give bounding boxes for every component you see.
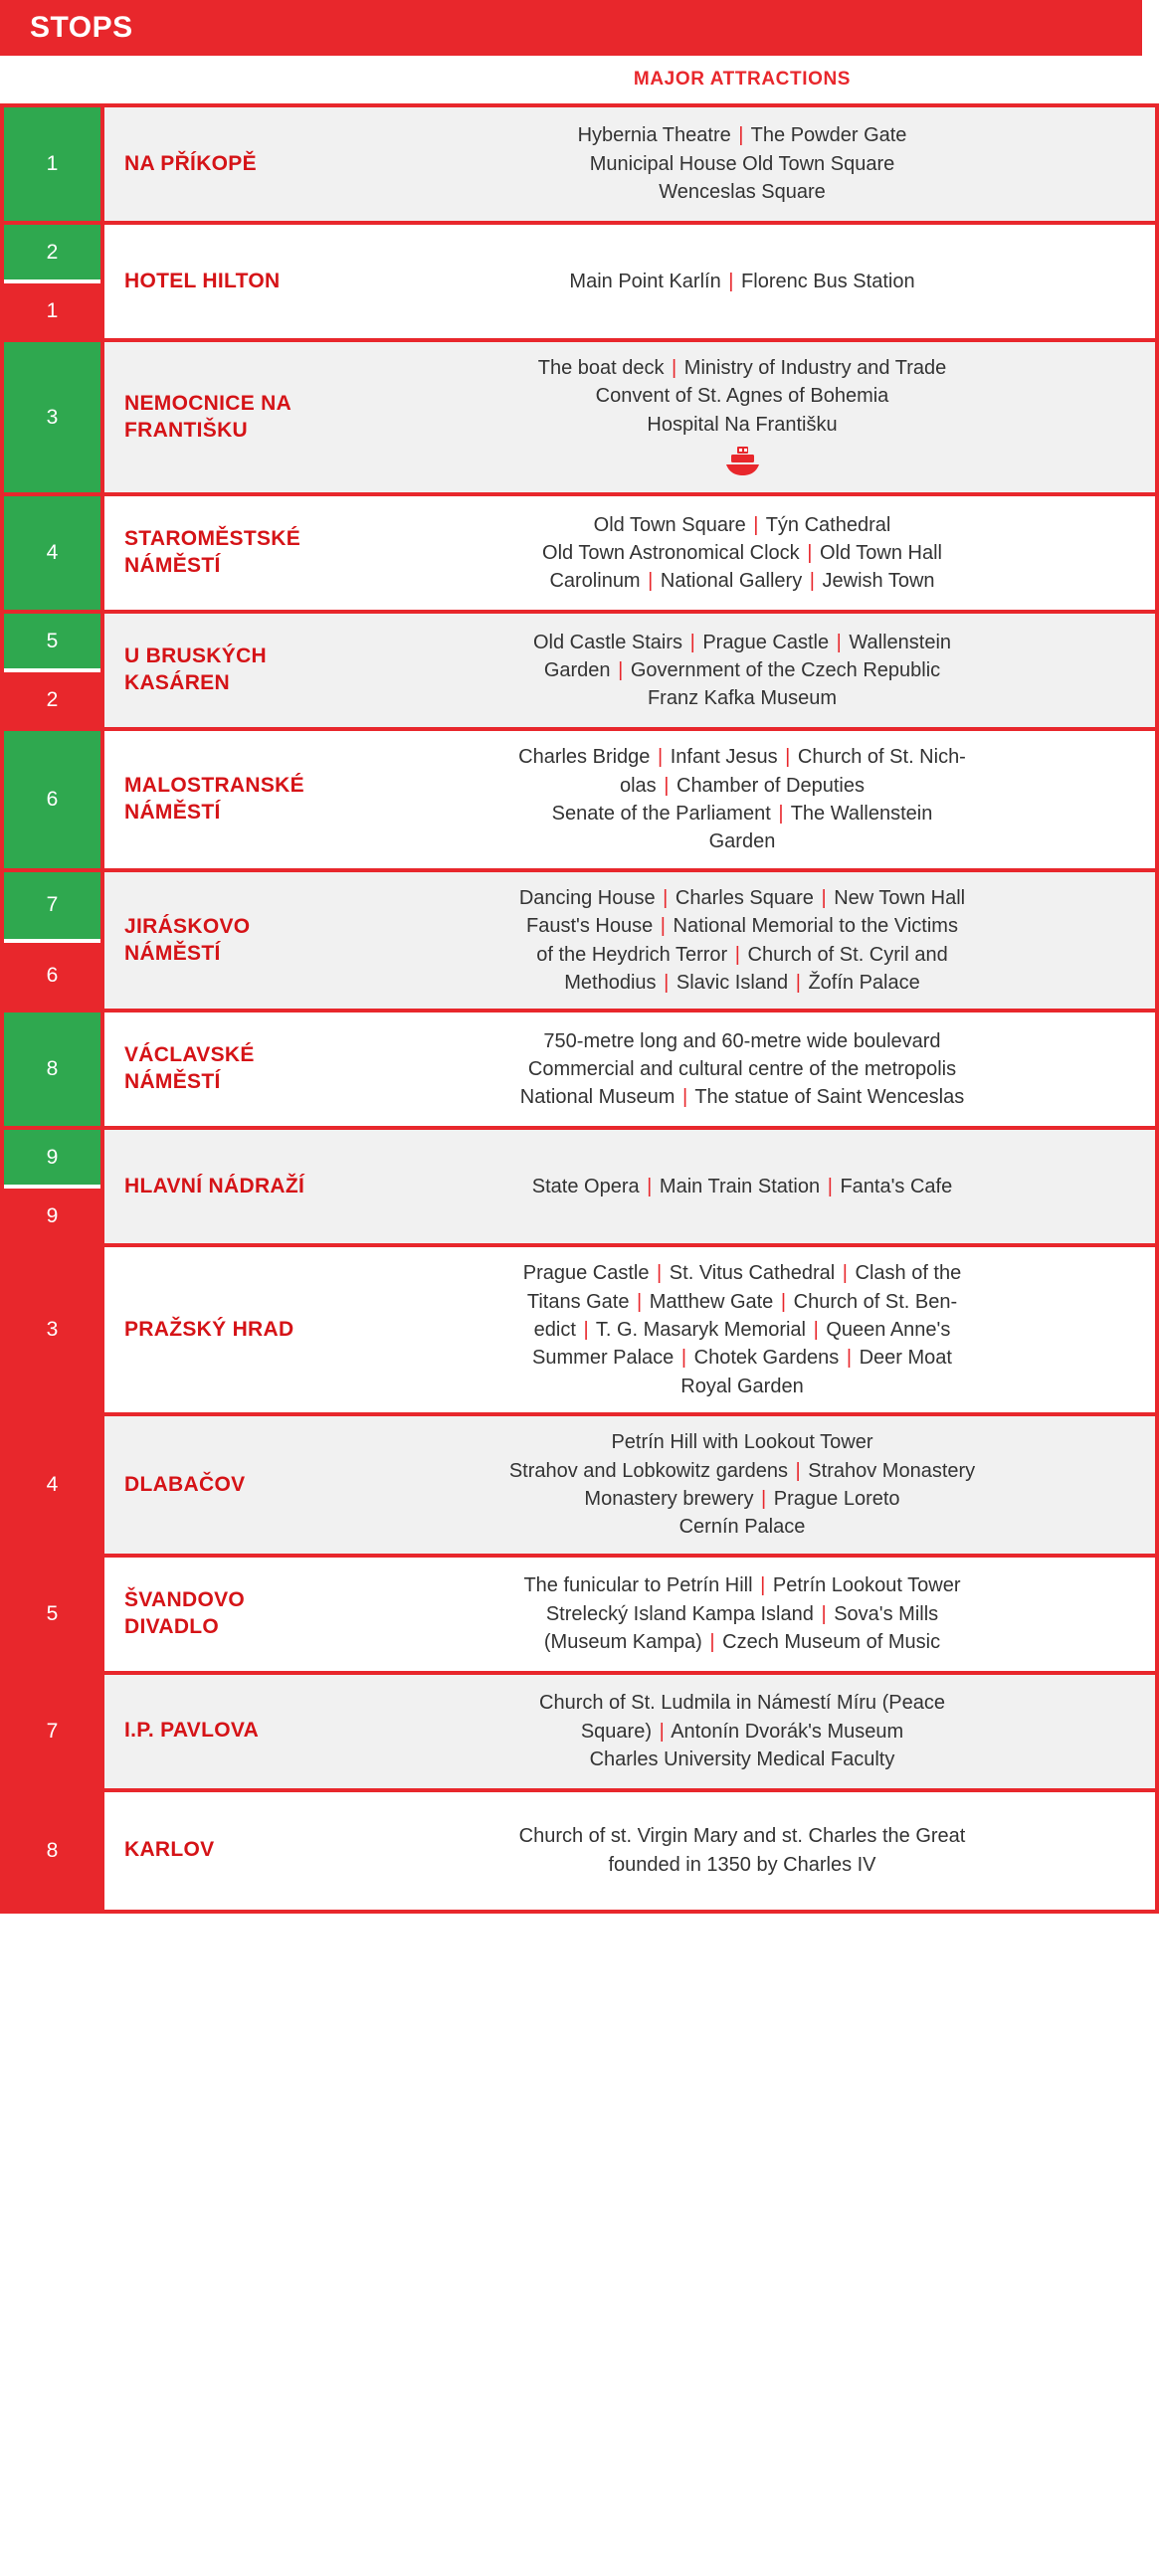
stop-name: PRAŽSKÝ HRAD bbox=[104, 1247, 329, 1412]
attraction-name: Florenc Bus Station bbox=[735, 270, 915, 292]
attractions-text bbox=[539, 1689, 945, 1773]
attraction-name: Main Point Karlín bbox=[569, 270, 727, 292]
attraction-line bbox=[539, 1689, 945, 1717]
separator-icon: | bbox=[648, 570, 654, 593]
attractions-cell bbox=[329, 1558, 1155, 1671]
stop-name: NA PŘÍKOPĚ bbox=[104, 107, 329, 221]
stop-number-cell bbox=[4, 1130, 104, 1243]
separator-icon: | bbox=[827, 1176, 833, 1198]
attraction-line bbox=[523, 1344, 962, 1372]
attraction-line bbox=[509, 1485, 975, 1513]
stop-name: NEMOCNICE NA FRANTIŠKU bbox=[104, 342, 329, 492]
separator-icon: | bbox=[734, 943, 740, 966]
separator-icon: | bbox=[780, 1290, 787, 1313]
table-row bbox=[4, 496, 1155, 614]
separator-icon: | bbox=[821, 1602, 827, 1625]
attraction-line bbox=[509, 1428, 975, 1456]
table-row bbox=[4, 225, 1155, 342]
attraction-name: Clash of the bbox=[849, 1262, 962, 1285]
attraction-line bbox=[523, 1316, 962, 1344]
attraction-name: Dancing House bbox=[518, 886, 662, 909]
attraction-name: Hybernia Theatre bbox=[577, 124, 737, 147]
separator-icon: | bbox=[664, 971, 670, 994]
separator-icon: | bbox=[689, 631, 695, 653]
stop-number-cell bbox=[4, 731, 104, 868]
attractions-cell bbox=[329, 225, 1155, 338]
stop-number-cell bbox=[4, 1247, 104, 1412]
separator-icon: | bbox=[807, 541, 813, 564]
attraction-name: (Museum Kampa) bbox=[543, 1631, 708, 1653]
attraction-line bbox=[520, 1055, 964, 1083]
attraction-line bbox=[518, 828, 966, 855]
attraction-line bbox=[578, 121, 907, 149]
table-row bbox=[4, 1130, 1155, 1247]
attraction-name: edict bbox=[533, 1319, 582, 1342]
status-badge: 8 bbox=[4, 1012, 100, 1126]
attraction-name: Deer Moat bbox=[854, 1347, 952, 1370]
attraction-line bbox=[518, 772, 966, 800]
attraction-name: Antonín Dvorák's Museum bbox=[666, 1720, 904, 1743]
attraction-name: Old Castle Stairs bbox=[532, 631, 688, 653]
attraction-name: Chamber of Deputies bbox=[671, 774, 865, 797]
stop-name: KARLOV bbox=[104, 1792, 329, 1910]
attraction-line bbox=[538, 382, 947, 410]
attraction-name: The Powder Gate bbox=[745, 124, 907, 147]
attraction-name: Ministry of Industry and Trade bbox=[678, 357, 947, 379]
attraction-name: New Town Hall bbox=[828, 886, 966, 909]
attraction-name: Old Town Square bbox=[593, 513, 752, 536]
attraction-name: Church of St. Nich- bbox=[792, 746, 966, 769]
attraction-name: Czech Museum of Music bbox=[716, 1631, 941, 1653]
attraction-name: Summer Palace bbox=[532, 1347, 679, 1370]
stop-number-cell bbox=[4, 1012, 104, 1126]
stop-name: HOTEL HILTON bbox=[104, 225, 329, 338]
attraction-line bbox=[523, 1288, 962, 1316]
attraction-name: National Memorial to the Victims bbox=[667, 915, 958, 938]
attraction-line bbox=[542, 511, 942, 539]
attraction-name: Fanta's Cafe bbox=[834, 1176, 953, 1198]
separator-icon: | bbox=[657, 746, 664, 769]
attractions-text bbox=[523, 1259, 962, 1400]
attraction-name: Monastery brewery bbox=[584, 1488, 760, 1511]
attraction-name: Petrín Hill with Lookout Tower bbox=[611, 1431, 873, 1454]
attraction-name: National Gallery bbox=[655, 570, 808, 593]
separator-icon: | bbox=[637, 1290, 643, 1313]
attraction-name: Hospital Na Františku bbox=[647, 413, 838, 436]
table-row bbox=[4, 342, 1155, 496]
attractions-text bbox=[532, 1173, 952, 1200]
separator-icon: | bbox=[753, 513, 759, 536]
attraction-name: Chotek Gardens bbox=[688, 1347, 845, 1370]
attraction-line bbox=[578, 150, 907, 178]
separator-icon: | bbox=[809, 570, 815, 593]
attraction-name: Prague Loreto bbox=[768, 1488, 900, 1511]
separator-icon: | bbox=[659, 1720, 665, 1743]
attraction-name: of the Heydrich Terror bbox=[536, 943, 733, 966]
attraction-name: Main Train Station bbox=[654, 1176, 826, 1198]
attraction-name: 750-metre long and 60-metre wide boulevard bbox=[543, 1029, 941, 1052]
attraction-name: Queen Anne's bbox=[820, 1319, 951, 1342]
attraction-line bbox=[519, 969, 965, 997]
attraction-name: founded in 1350 by Charles IV bbox=[608, 1853, 876, 1876]
attraction-name: Garden bbox=[543, 658, 617, 681]
separator-icon: | bbox=[728, 270, 734, 292]
status-badge: 7 bbox=[4, 1675, 100, 1788]
attraction-line bbox=[539, 1718, 945, 1746]
attractions-text bbox=[523, 1571, 960, 1656]
status-badge: 5 bbox=[4, 1558, 100, 1671]
attraction-line bbox=[523, 1628, 960, 1656]
stop-number-cell bbox=[4, 225, 104, 338]
stop-name: MALOSTRANSKÉ NÁMĚSTÍ bbox=[104, 731, 329, 868]
attractions-cell bbox=[329, 1792, 1155, 1910]
stop-number-cell bbox=[4, 1558, 104, 1671]
attractions-cell bbox=[329, 496, 1155, 610]
attraction-line bbox=[533, 656, 951, 684]
table-row bbox=[4, 872, 1155, 1013]
stop-number-cell bbox=[4, 614, 104, 727]
table-row bbox=[4, 731, 1155, 872]
stop-name: STAROMĚSTSKÉ NÁMĚSTÍ bbox=[104, 496, 329, 610]
attraction-line bbox=[538, 411, 947, 439]
attraction-name: State Opera bbox=[531, 1176, 646, 1198]
attraction-line bbox=[569, 268, 914, 295]
status-badge: 6 bbox=[4, 943, 100, 1010]
table-row bbox=[4, 1247, 1155, 1416]
stops-list bbox=[0, 107, 1159, 1914]
attraction-name: St. Vitus Cathedral bbox=[664, 1262, 841, 1285]
attractions-text bbox=[519, 1822, 966, 1879]
attraction-line bbox=[519, 1822, 966, 1850]
attraction-line bbox=[532, 1173, 952, 1200]
attraction-name: olas bbox=[619, 774, 663, 797]
attraction-line bbox=[523, 1373, 962, 1400]
stop-name: DLABAČOV bbox=[104, 1416, 329, 1554]
stop-name: HLAVNÍ NÁDRAŽÍ bbox=[104, 1130, 329, 1243]
attraction-name: Square) bbox=[580, 1720, 658, 1743]
stop-number-cell bbox=[4, 107, 104, 221]
table-row bbox=[4, 614, 1155, 731]
table-row bbox=[4, 1012, 1155, 1130]
attraction-name: The statue of Saint Wenceslas bbox=[689, 1086, 965, 1109]
separator-icon: | bbox=[795, 1459, 801, 1482]
header-bar bbox=[0, 0, 1142, 56]
status-badge: 3 bbox=[4, 1247, 100, 1412]
separator-icon: | bbox=[660, 915, 666, 938]
separator-icon: | bbox=[664, 774, 670, 797]
attraction-name: Infant Jesus bbox=[665, 746, 784, 769]
attractions-cell bbox=[329, 1130, 1155, 1243]
attractions-cell bbox=[329, 1012, 1155, 1126]
attraction-line bbox=[518, 800, 966, 828]
separator-icon: | bbox=[709, 1631, 715, 1653]
attraction-line bbox=[523, 1600, 960, 1628]
status-badge: 5 bbox=[4, 614, 100, 672]
attraction-name: Petrín Lookout Tower bbox=[767, 1574, 961, 1597]
stop-name: VÁCLAVSKÉ NÁMĚSTÍ bbox=[104, 1012, 329, 1126]
separator-icon: | bbox=[680, 1347, 687, 1370]
stop-number-cell bbox=[4, 342, 104, 492]
stop-name: ŠVANDOVO DIVADLO bbox=[104, 1558, 329, 1671]
status-badge: 4 bbox=[4, 496, 100, 610]
attractions-cell bbox=[329, 1247, 1155, 1412]
attractions-text bbox=[578, 121, 907, 206]
attraction-name: Church of St. Cyril and bbox=[741, 943, 948, 966]
attraction-line bbox=[538, 354, 947, 382]
attraction-name: Cernín Palace bbox=[678, 1516, 806, 1539]
attractions-cell bbox=[329, 614, 1155, 727]
attraction-line bbox=[539, 1746, 945, 1773]
attractions-cell bbox=[329, 342, 1155, 492]
separator-icon: | bbox=[738, 124, 744, 147]
table-row bbox=[4, 107, 1155, 225]
attractions-cell bbox=[329, 1416, 1155, 1554]
attraction-name: Faust's House bbox=[526, 915, 659, 938]
attraction-name: Church of St. Ludmila in Námestí Míru (Peace bbox=[539, 1692, 945, 1715]
separator-icon: | bbox=[583, 1319, 589, 1342]
attractions-text bbox=[518, 743, 966, 856]
stop-number-cell bbox=[4, 1675, 104, 1788]
separator-icon: | bbox=[663, 886, 669, 909]
attraction-name: Matthew Gate bbox=[644, 1290, 779, 1313]
attraction-name: T. G. Masaryk Memorial bbox=[590, 1319, 812, 1342]
attraction-name: Charles University Medical Faculty bbox=[589, 1748, 895, 1770]
separator-icon: | bbox=[681, 1086, 688, 1109]
attractions-cell bbox=[329, 107, 1155, 221]
separator-icon: | bbox=[846, 1347, 853, 1370]
attraction-line bbox=[542, 539, 942, 567]
stop-number-cell bbox=[4, 1416, 104, 1554]
page-title: STOPS bbox=[30, 11, 133, 44]
attraction-name: Franz Kafka Museum bbox=[647, 687, 838, 710]
attraction-line bbox=[519, 941, 965, 969]
separator-icon: | bbox=[813, 1319, 819, 1342]
separator-icon: | bbox=[672, 357, 677, 379]
attraction-name: Royal Garden bbox=[680, 1375, 804, 1397]
separator-icon: | bbox=[821, 886, 827, 909]
attraction-name: Garden bbox=[708, 830, 776, 853]
status-badge: 2 bbox=[4, 225, 100, 283]
attraction-line bbox=[578, 178, 907, 206]
attraction-name: Church of st. Virgin Mary and st. Charles the Great bbox=[518, 1825, 966, 1848]
attraction-name: Carolinum bbox=[549, 570, 647, 593]
attractions-text bbox=[542, 511, 942, 596]
attraction-name: Church of St. Ben- bbox=[788, 1290, 958, 1313]
attractions-text bbox=[519, 884, 965, 998]
separator-icon: | bbox=[618, 658, 624, 681]
column-header-attractions: MAJOR ATTRACTIONS bbox=[633, 68, 852, 90]
attraction-name: Old Town Hall bbox=[814, 541, 942, 564]
attraction-name: Wallenstein bbox=[843, 631, 952, 653]
attraction-name: Prague Castle bbox=[696, 631, 835, 653]
separator-icon: | bbox=[778, 802, 784, 825]
column-headers bbox=[0, 56, 1159, 107]
attraction-name: Strahov Monastery bbox=[802, 1459, 976, 1482]
status-badge: 1 bbox=[4, 107, 100, 221]
status-badge: 8 bbox=[4, 1792, 100, 1910]
status-badge: 4 bbox=[4, 1416, 100, 1554]
attraction-name: Old Town Astronomical Clock bbox=[542, 541, 806, 564]
status-badge: 9 bbox=[4, 1189, 100, 1243]
attraction-line bbox=[542, 567, 942, 595]
attraction-name: The Wallenstein bbox=[785, 802, 933, 825]
attraction-name: Senate of the Parliament bbox=[551, 802, 777, 825]
attraction-name: Týn Cathedral bbox=[760, 513, 891, 536]
table-row bbox=[4, 1792, 1155, 1910]
attraction-name: Charles Bridge bbox=[518, 746, 656, 769]
attraction-name: The boat deck bbox=[537, 357, 671, 379]
stop-name: I.P. PAVLOVA bbox=[104, 1675, 329, 1788]
attraction-name: Slavic Island bbox=[671, 971, 794, 994]
stop-number-cell bbox=[4, 872, 104, 1010]
status-badge: 7 bbox=[4, 872, 100, 943]
attractions-cell bbox=[329, 1675, 1155, 1788]
attractions-cell bbox=[329, 731, 1155, 868]
boat-icon bbox=[722, 445, 762, 480]
separator-icon: | bbox=[785, 746, 791, 769]
attraction-name: National Museum bbox=[519, 1086, 680, 1109]
separator-icon: | bbox=[761, 1488, 767, 1511]
attraction-line bbox=[519, 1851, 966, 1879]
attraction-name: Titans Gate bbox=[526, 1290, 636, 1313]
separator-icon: | bbox=[760, 1574, 766, 1597]
attraction-line bbox=[519, 912, 965, 940]
attractions-text bbox=[538, 354, 947, 439]
attraction-line bbox=[533, 684, 951, 712]
attraction-name: Charles Square bbox=[670, 886, 820, 909]
status-badge: 2 bbox=[4, 672, 100, 727]
attraction-line bbox=[533, 629, 951, 656]
attraction-line bbox=[519, 884, 965, 912]
status-badge: 3 bbox=[4, 342, 100, 492]
attractions-text bbox=[520, 1027, 964, 1112]
status-badge: 1 bbox=[4, 283, 100, 338]
stop-number-cell bbox=[4, 496, 104, 610]
attraction-line bbox=[509, 1513, 975, 1541]
attraction-name: Strahov and Lobkowitz gardens bbox=[508, 1459, 794, 1482]
status-badge: 6 bbox=[4, 731, 100, 868]
status-badge: 9 bbox=[4, 1130, 100, 1189]
attraction-line bbox=[520, 1027, 964, 1055]
table-row bbox=[4, 1675, 1155, 1792]
separator-icon: | bbox=[836, 631, 842, 653]
separator-icon: | bbox=[647, 1176, 653, 1198]
attraction-line bbox=[509, 1457, 975, 1485]
table-row bbox=[4, 1416, 1155, 1558]
attraction-name: Jewish Town bbox=[816, 570, 935, 593]
separator-icon: | bbox=[842, 1262, 848, 1285]
attractions-text bbox=[509, 1428, 975, 1542]
attraction-name: Wenceslas Square bbox=[659, 181, 826, 204]
table-row bbox=[4, 1558, 1155, 1675]
attraction-name: Strelecký Island Kampa Island bbox=[545, 1602, 820, 1625]
attraction-line bbox=[520, 1083, 964, 1111]
stop-number-cell bbox=[4, 1792, 104, 1910]
attraction-line bbox=[523, 1571, 960, 1599]
attraction-name: Commercial and cultural centre of the metropolis bbox=[527, 1058, 957, 1081]
attraction-name: Government of the Czech Republic bbox=[625, 658, 941, 681]
attraction-line bbox=[523, 1259, 962, 1287]
stop-name: JIRÁSKOVO NÁMĚSTÍ bbox=[104, 872, 329, 1010]
stop-name: U BRUSKÝCH KASÁREN bbox=[104, 614, 329, 727]
attraction-name: Sova's Mills bbox=[828, 1602, 939, 1625]
attraction-name: Methodius bbox=[564, 971, 663, 994]
attraction-line bbox=[518, 743, 966, 771]
attractions-cell bbox=[329, 872, 1155, 1010]
separator-icon: | bbox=[657, 1262, 663, 1285]
attraction-name: Municipal House Old Town Square bbox=[589, 152, 895, 175]
separator-icon: | bbox=[795, 971, 801, 994]
attraction-name: Žofín Palace bbox=[802, 971, 920, 994]
attractions-text bbox=[533, 629, 951, 713]
attraction-name: Convent of St. Agnes of Bohemia bbox=[595, 385, 889, 408]
attraction-name: The funicular to Petrín Hill bbox=[523, 1574, 759, 1597]
attractions-text bbox=[569, 268, 914, 295]
attraction-name: Prague Castle bbox=[522, 1262, 656, 1285]
